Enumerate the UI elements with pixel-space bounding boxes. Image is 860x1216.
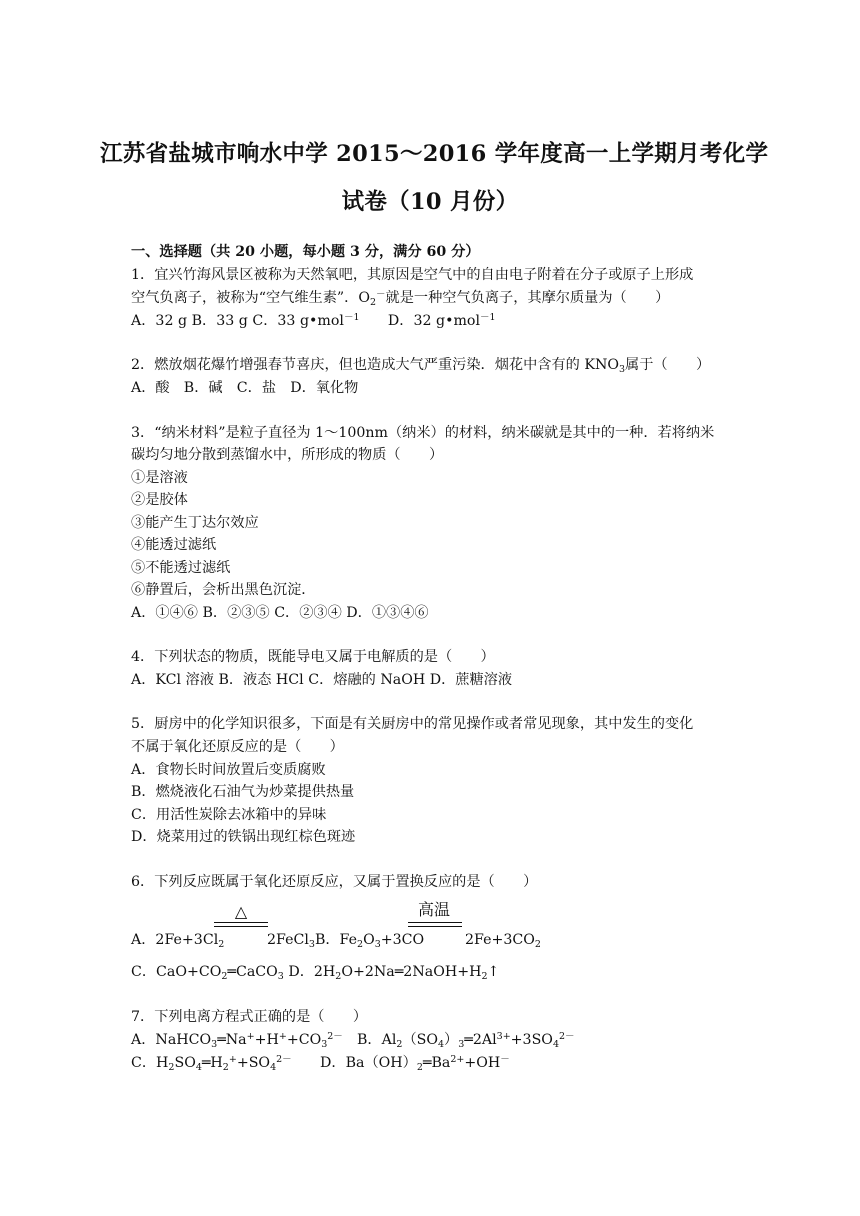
question-3-item-2: ②是胶体	[131, 492, 188, 508]
superscript: +	[278, 1031, 287, 1042]
superscript: －	[376, 289, 386, 300]
subscript: 3	[308, 939, 315, 950]
text-run: A．2Fe+3Cl	[131, 932, 219, 948]
subscript: 4	[270, 1062, 277, 1073]
question-5-option-a: A．食物长时间放置后变质腐败	[131, 762, 326, 778]
subscript: 2	[168, 1062, 175, 1073]
subscript: 4	[438, 1039, 445, 1050]
text-run: ═Na	[217, 1032, 247, 1048]
text-run: D．2H	[283, 964, 336, 980]
superscript: －1	[343, 312, 360, 323]
superscript: －1	[479, 312, 496, 323]
text-run: +3CO	[380, 932, 425, 948]
subscript: 3	[321, 1039, 328, 1050]
text-run: D．32 g•mol	[359, 313, 480, 329]
subscript: 3	[619, 364, 626, 375]
heat-condition-symbol: △	[234, 902, 248, 921]
text-run: 属于（ ）	[625, 357, 711, 373]
question-5-option-c: C．用活性炭除去冰箱中的异味	[131, 807, 327, 823]
text-run: A．32 g B．33 g C．33 g•mol	[131, 313, 344, 329]
question-7-stem: 7．下列电离方程式正确的是（ ）	[131, 1009, 368, 1025]
text-run: 空气负离子，被称为“空气维生素”．O	[131, 290, 370, 306]
text-run: B．Al	[342, 1032, 397, 1048]
question-3-item-4: ④能透过滤纸	[131, 537, 217, 553]
question-3-stem-line1: 3．“纳米材料”是粒子直径为 1～100nm（纳米）的材料，纳米碳就是其中的一种．若将纳米	[131, 425, 715, 441]
subscript: 4	[195, 1062, 202, 1073]
subscript: 2	[416, 1062, 423, 1073]
question-3-item-1: ①是溶液	[131, 470, 188, 486]
question-3-item-3: ③能产生丁达尔效应	[131, 515, 259, 531]
subscript: 4	[552, 1039, 559, 1050]
superscript: 2－	[558, 1031, 575, 1042]
superscript: －	[500, 1054, 510, 1065]
subscript: 2	[357, 939, 364, 950]
text-run: C．H	[131, 1055, 169, 1071]
text-run: A．NaHCO	[131, 1032, 212, 1048]
text-run: +OH	[464, 1055, 501, 1071]
text-run: ═CaCO	[227, 964, 278, 980]
question-5-option-d: D．烧菜用过的铁锅出现红棕色斑迹	[131, 829, 356, 845]
question-3-item-6: ⑥静置后，会析出黑色沉淀．	[131, 582, 316, 598]
superscript: 2+	[450, 1054, 465, 1065]
question-3-item-5: ⑤不能透过滤纸	[131, 560, 231, 576]
text-run: ═Ba	[422, 1055, 451, 1071]
subscript: 2	[481, 971, 488, 982]
text-run: O+2Na═2NaOH+H	[341, 964, 482, 980]
text-run: +H	[254, 1032, 279, 1048]
subscript: 2	[534, 939, 541, 950]
question-1-stem-line2	[131, 289, 669, 307]
text-run: （SO	[402, 1032, 438, 1048]
question-7-options-cd	[131, 1054, 510, 1072]
superscript: 2－	[327, 1031, 343, 1042]
question-3-stem-line2: 碳均匀地分散到蒸馏水中，所形成的物质（ ）	[131, 447, 444, 463]
up-arrow-icon: ↑	[487, 964, 500, 980]
text-run: B．Fe	[314, 932, 358, 948]
text-run: O	[363, 932, 375, 948]
question-6-options-ab-part3	[465, 931, 541, 949]
subscript: 2	[218, 939, 225, 950]
page-title-line2: 试卷（10 月份）	[341, 189, 519, 215]
text-run: ═2Al	[464, 1032, 497, 1048]
text-run: +3SO	[510, 1032, 553, 1048]
question-6-options-ab-part2	[267, 931, 424, 949]
question-5-stem-line2: 不属于氧化还原反应的是（ ）	[131, 739, 344, 755]
question-5-option-b: B．燃烧液化石油气为炒菜提供热量	[131, 784, 355, 800]
question-6-stem: 6．下列反应既属于氧化还原反应，又属于置换反应的是（ ）	[131, 874, 538, 890]
high-temp-condition: 高温	[417, 900, 450, 919]
text-run: 2．燃放烟花爆竹增强春节喜庆，但也造成大气严重污染．烟花中含有的 KNO	[131, 357, 619, 373]
question-1-options	[131, 312, 496, 330]
question-4-options: A．KCl 溶液 B．液态 HCl C．熔融的 NaOH D．蔗糖溶液	[131, 672, 513, 688]
text-run: C．CaO+CO	[131, 964, 222, 980]
equals-bar-a	[214, 922, 268, 927]
question-4-stem: 4．下列状态的物质，既能导电又属于电解质的是（ ）	[131, 649, 495, 665]
subscript: 2	[221, 971, 228, 982]
text-run: ）	[444, 1032, 459, 1048]
text-run: 就是一种空气负离子，其摩尔质量为（ ）	[385, 290, 670, 306]
text-run: +CO	[286, 1032, 322, 1048]
question-2-options: A．酸 B．碱 C．盐 D．氧化物	[131, 380, 359, 396]
question-1-stem-line1: 1．宜兴竹海风景区被称为天然氧吧，其原因是空气中的自由电子附着在分子或原子上形成	[131, 267, 694, 283]
subscript: 3	[458, 1039, 465, 1050]
section-heading: 一、选择题（共 20 小题，每小题 3 分，满分 60 分）	[131, 244, 480, 260]
page-title-line1: 江苏省盐城市响水中学 2015～2016 学年度高一上学期月考化学	[100, 141, 769, 167]
superscript: 3+	[496, 1031, 511, 1042]
question-5-stem-line1: 5．厨房中的化学知识很多，下面是有关厨房中的常见操作或者常见现象，其中发生的变化	[131, 716, 694, 732]
text-run: ═H	[201, 1055, 223, 1071]
subscript: 2	[222, 1062, 229, 1073]
superscript: +	[228, 1054, 237, 1065]
text-run: 2FeCl	[267, 932, 309, 948]
text-run: 2Fe+3CO	[465, 932, 535, 948]
superscript: +	[246, 1031, 255, 1042]
subscript: 3	[211, 1039, 218, 1050]
subscript: 3	[277, 971, 284, 982]
subscript: 2	[335, 971, 342, 982]
subscript: 2	[396, 1039, 403, 1050]
superscript: 2－	[276, 1054, 292, 1065]
equals-bar-b	[408, 922, 462, 927]
subscript: 2	[369, 297, 376, 308]
text-run: D．Ba（OH）	[291, 1055, 417, 1071]
text-run: SO	[174, 1055, 196, 1071]
question-6-options-cd	[131, 963, 499, 981]
question-2-stem	[131, 356, 710, 374]
question-7-options-ab	[131, 1031, 575, 1049]
question-3-options: A．①④⑥ B．②③⑤ C．②③④ D．①③④⑥	[131, 605, 429, 621]
text-run: +SO	[236, 1055, 271, 1071]
question-6-options-ab	[131, 931, 224, 949]
subscript: 3	[374, 939, 381, 950]
